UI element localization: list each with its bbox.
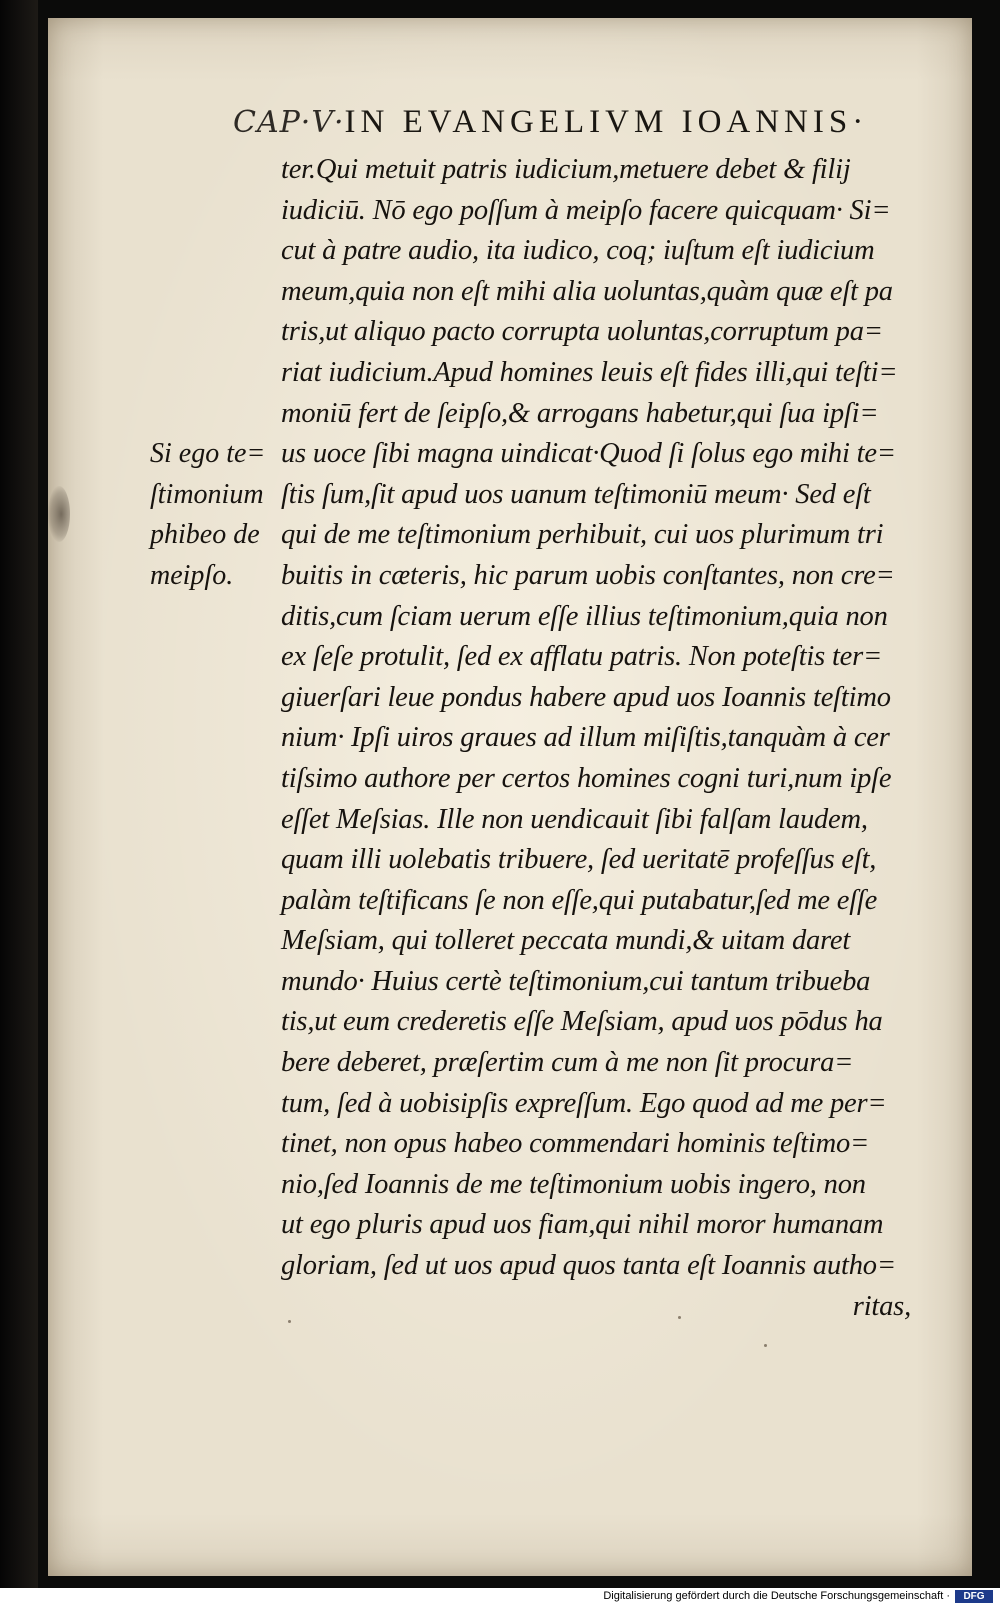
scan-left-edge	[0, 0, 38, 1588]
text-line: ditis,cum ſciam uerum eſſe illius teſtimonium,quia non	[281, 600, 888, 632]
text-line: palàm teſtificans ſe non eſſe,qui putabatur,ſed me eſſe	[281, 884, 878, 916]
text-line: meum,quia non eſt mihi alia uoluntas,quàm quæ eſt pa	[281, 275, 893, 307]
text-line: quam illi uolebatis tribuere, ſed ueritatē profeſſus eſt,	[281, 844, 877, 876]
handwritten-chapter-note: CAP·V·	[233, 105, 345, 140]
text-line: giuerſari leue pondus habere apud uos Ioannis teſtimo	[281, 681, 891, 713]
margin-note-line: meipſo.	[150, 559, 234, 591]
margin-note-line: Si ego te=	[150, 438, 266, 469]
margin-note	[150, 434, 280, 596]
text-line: tris,ut aliquo pacto corrupta uoluntas,corruptum pa=	[281, 316, 883, 348]
dfg-logo: DFG	[955, 1590, 993, 1603]
text-line: riat iudicium.Apud homines leuis eſt fides illi,qui teſti=	[281, 356, 898, 388]
text-line: tum, ſed à uobisipſis expreſſum. Ego quod ad me per=	[281, 1087, 887, 1119]
text-line: tinet, non opus habeo commendari hominis teſtimo=	[281, 1128, 870, 1160]
text-line: tiſsimo authore per certos homines cogni turi,num ipſe	[281, 762, 892, 794]
text-line: nio,ſed Ioannis de me teſtimonium uobis ingero, non	[281, 1168, 866, 1200]
text-line: ter.Qui metuit patris iudicium,metuere debet & filij	[281, 154, 851, 185]
text-line: us uoce ſibi magna uindicat·Quod ſi ſolus ego mihi te=	[281, 438, 896, 470]
text-line: moniū fert de ſeipſo,& arrogans habetur,qui ſua ipſi=	[281, 397, 879, 429]
text-line: ut ego pluris apud uos fiam,qui nihil moror humanam	[281, 1209, 884, 1241]
text-line: gloriam, ſed ut uos apud quos tanta eſt Ioannis autho=	[281, 1250, 896, 1282]
text-line: tis,ut eum crederetis eſſe Meſsiam, apud uos pōdus ha	[281, 1006, 883, 1038]
text-line: ex ſeſe protulit, ſed ex afflatu patris. Non poteſtis ter=	[281, 641, 883, 673]
margin-note-line: ſtimonium	[150, 478, 264, 510]
text-line: iudiciū. Nō ego poſſum à meipſo facere quicquam· Si=	[281, 194, 891, 226]
margin-note-line: phibeo de	[150, 519, 260, 551]
text-line: qui de me teſtimonium perhibuit, cui uos plurimum tri	[281, 519, 884, 551]
text-line: mundo· Huius certè teſtimonium,cui tantum tribueba	[281, 965, 871, 997]
funding-credit: Digitalisierung gefördert durch die Deutsche Forschungsgemeinschaft ·	[603, 1590, 950, 1602]
running-head-title: IN EVANGELIVM IOANNIS·	[344, 104, 869, 140]
body-text	[281, 150, 921, 1327]
text-line: bere deberet, præſertim cum à me non ſit procura=	[281, 1047, 854, 1079]
text-line: eſſet Meſsias. Ille non uendicauit ſibi falſam laudem,	[281, 803, 868, 835]
text-line: nium· Ipſi uiros graues ad illum miſiſtis,tanquàm à cer	[281, 722, 890, 754]
text-line: cut à patre audio, ita iudico, coq; iuſtum eſt iudicium	[281, 235, 875, 267]
running-head	[233, 104, 883, 148]
catchword: ritas,	[852, 1290, 911, 1322]
text-line: Meſsiam, qui tolleret peccata mundi,& uitam daret	[281, 925, 851, 957]
text-line: ſtis ſum,ſit apud uos uanum teſtimoniū meum· Sed eſt	[281, 478, 871, 510]
paper-speck	[764, 1344, 767, 1347]
digitization-footer	[0, 1588, 1000, 1606]
text-line: buitis in cæteris, hic parum uobis conſtantes, non cre=	[281, 559, 895, 591]
ink-stain	[48, 486, 70, 542]
